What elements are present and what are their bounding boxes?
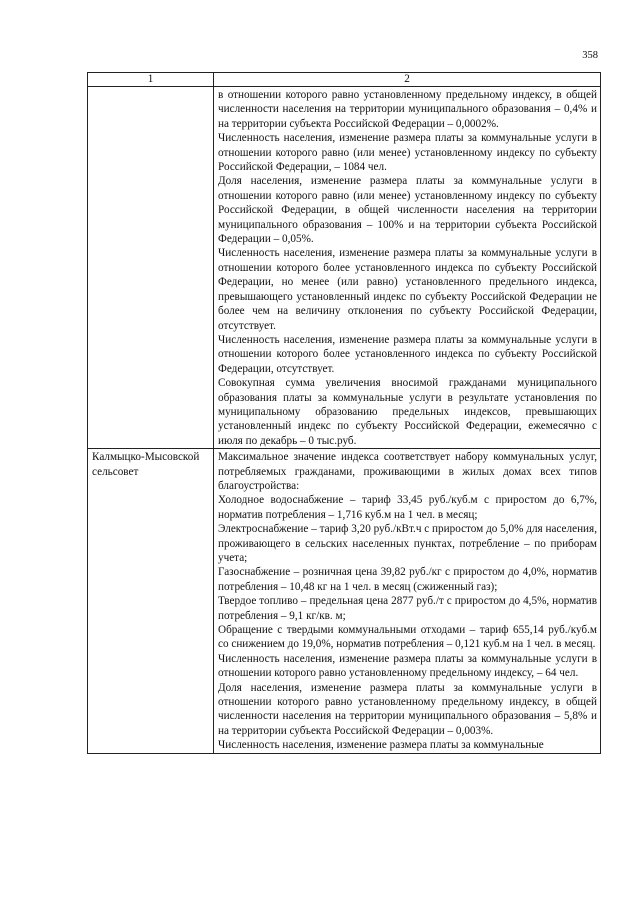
document-table <box>87 72 601 754</box>
paragraph: Доля населения, изменение размера платы за коммунальные услуги в отношении которого равно установленному предельному индексу, в общей численности населения на территории муниципального образования – 5,8% и на территории субъекта Российской Федерации – 0,003%. <box>218 681 597 737</box>
paragraph: Численность населения, изменение размера платы за коммунальные услуги в отношении которого более установленного индекса по субъекту Российской Федерации, отсутствует. <box>218 333 597 375</box>
paragraph: Численность населения, изменение размера платы за коммунальные услуги в отношении которого равно (или менее) установленному индексу по субъекту Российской Федерации, – 1084 чел. <box>218 132 597 174</box>
paragraph: Холодное водоснабжение – тариф 33,45 руб./куб.м с приростом до 6,7%, норматив потребления – 1,716 куб.м на 1 чел. в месяц; <box>218 494 597 521</box>
description-cell <box>214 449 601 754</box>
column-header-2: 2 <box>214 73 601 87</box>
paragraph: Численность населения, изменение размера платы за коммунальные <box>218 739 544 752</box>
paragraph: Обращение с твердыми коммунальными отходами – тариф 655,14 руб./куб.м со снижением до 19,0%, норматив потребления – 0,121 куб.м на 1 чел. в месяц. <box>218 624 597 651</box>
page-number: 358 <box>582 50 598 61</box>
table-header-row <box>88 73 601 87</box>
paragraph: Твердое топливо – предельная цена 2877 руб./т с приростом до 4,5%, норматив потребления – 9,1 кг/кв. м; <box>218 595 597 622</box>
description-cell <box>214 87 601 449</box>
paragraph: Газоснабжение – розничная цена 39,82 руб./кг с приростом до 4,0%, норматив потребления – 10,48 кг на 1 чел. в месяц (сжиженный газ); <box>218 566 597 593</box>
column-header-1: 1 <box>88 73 214 87</box>
table-row <box>88 87 601 449</box>
paragraph: в отношении которого равно установленному предельному индексу, в общей численности населения на территории муниципального образования – 0,4% и на территории субъекта Российской Федерации – 0,0002%. <box>218 89 597 130</box>
paragraph: Доля населения, изменение размера платы за коммунальные услуги в отношении которого равно (или менее) установленному индексу по субъекту Российской Федерации, в общей численности населения на территории муниципального образования – 100% и на территории субъекта Российской Федерации – 0,05%. <box>218 175 597 246</box>
paragraph: Максимальное значение индекса соответствует набору коммунальных услуг, потребляемых гражданами, проживающими в жилых домах всех типов благоустройства: <box>218 451 597 492</box>
table-row <box>88 449 601 754</box>
territory-name: Калмыцко-Мысовской сельсовет <box>92 451 200 478</box>
paragraph: Численность населения, изменение размера платы за коммунальные услуги в отношении которого равно установленному предельному индексу, – 64 чел. <box>218 652 597 680</box>
territory-cell <box>88 87 214 449</box>
paragraph: Совокупная сумма увеличения вносимой гражданами муниципального образования платы за коммунальные услуги в результате установления по муниципальному образованию предельных индексов, превышающих установленный индекс по субъекту Российской Федерации, ежемесячно с июля по декабрь – 0 тыс.руб. <box>218 377 597 447</box>
paragraph: Численность населения, изменение размера платы за коммунальные услуги в отношении которого более установленного индекса по субъекту Российской Федерации, но менее (или равно) установленного предельного индекса, превышающего установленный индекс по субъекту Российской Федерации не более чем на величину отклонения по субъекту Российской Федерации, отсутствует. <box>218 247 597 332</box>
territory-cell <box>88 449 214 754</box>
paragraph: Электроснабжение – тариф 3,20 руб./кВт.ч с приростом до 5,0% для населения, проживающего в сельских населенных пунктах, потребление – по приборам учета; <box>218 523 597 564</box>
